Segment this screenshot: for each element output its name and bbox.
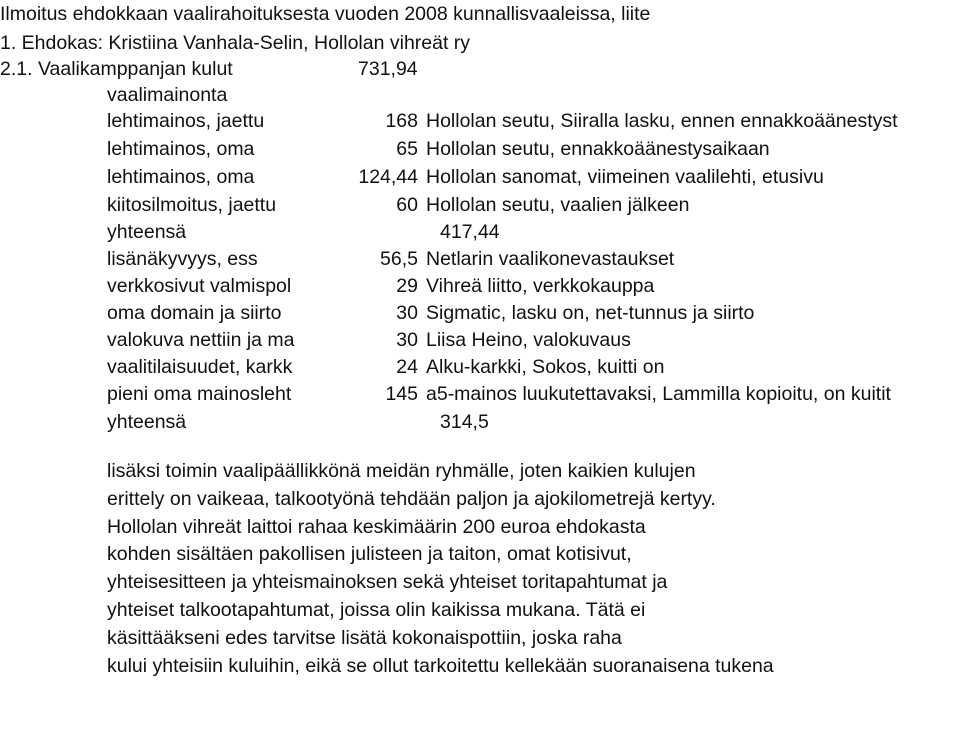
paragraph-line: kului yhteisiin kuluihin, eikä se ollut tarkoitettu kellekään suoranaisena tukena xyxy=(107,654,774,677)
paragraph-line: käsittääkseni edes tarvitse lisätä kokonaispottiin, joska raha xyxy=(107,626,622,649)
paragraph-line: kohden sisältäen pakollisen julisteen ja taiton, omat kotisivut, xyxy=(107,543,632,566)
candidate-line: 1. Ehdokas: Kristiina Vanhala-Selin, Hollolan vihreät ry xyxy=(0,32,471,54)
subtotal-amount: 417,44 xyxy=(440,221,500,243)
row-label: verkkosivut valmispol xyxy=(107,275,292,297)
subtotal-amount: 314,5 xyxy=(440,411,489,433)
row-label: oma domain ja siirto xyxy=(107,302,282,324)
row-label: lehtimainos, jaettu xyxy=(107,110,265,132)
row-description: a5-mainos luukutettavaksi, Lammilla kopioitu, on kuitit xyxy=(426,383,891,405)
paragraph-line: yhteiset talkootapahtumat, joissa olin kaikissa mukana. Tätä ei xyxy=(107,598,646,621)
cost-row xyxy=(0,137,960,164)
cost-row xyxy=(0,382,960,409)
document-title: Ilmoitus ehdokkaan vaalirahoituksesta vuoden 2008 kunnallisvaaleissa, liite xyxy=(0,3,651,25)
paragraph-line: Hollolan vihreät laittoi rahaa keskimäärin 200 euroa ehdokasta xyxy=(107,515,646,538)
cost-row xyxy=(0,247,960,274)
cost-row xyxy=(0,328,960,355)
row-description: Alku-karkki, Sokos, kuitti on xyxy=(426,356,665,378)
subtotal-row xyxy=(0,410,960,437)
row-amount: 24 xyxy=(396,356,418,378)
row-label: vaalimainonta xyxy=(107,84,228,106)
cost-row xyxy=(0,301,960,328)
row-amount: 145 xyxy=(385,383,418,405)
row-amount: 30 xyxy=(396,329,418,351)
row-label: vaalitilaisuudet, karkk xyxy=(107,356,293,378)
costs-total: 731,94 xyxy=(358,58,418,80)
row-label: yhteensä xyxy=(107,221,187,243)
paragraph-line: lisäksi toimin vaalipäällikkönä meidän ryhmälle, joten kaikien kulujen xyxy=(107,460,696,482)
row-amount: 56,5 xyxy=(380,248,418,270)
row-description: Hollolan seutu, vaalien jälkeen xyxy=(426,194,690,216)
row-amount: 60 xyxy=(396,194,418,216)
row-label: pieni oma mainosleht xyxy=(107,383,292,405)
row-description: Sigmatic, lasku on, net-tunnus ja siirto xyxy=(426,302,755,324)
row-label: lehtimainos, oma xyxy=(107,138,255,160)
costs-heading: 2.1. Vaalikamppanjan kulut xyxy=(0,58,233,80)
row-amount: 29 xyxy=(396,275,418,297)
row-description: Hollolan seutu, Siiralla lasku, ennen ennakkoäänestyst xyxy=(426,110,898,132)
cost-row xyxy=(0,165,960,192)
row-amount: 65 xyxy=(396,138,418,160)
cost-row xyxy=(0,274,960,301)
paragraph-line: yhteisesitteen ja yhteismainoksen sekä yhteiset toritapahtumat ja xyxy=(107,571,668,594)
subtotal-row xyxy=(0,220,960,247)
cost-row xyxy=(0,109,960,136)
explanation-paragraph xyxy=(107,458,907,680)
row-description: Liisa Heino, valokuvaus xyxy=(426,329,631,351)
row-label: lisänäkyvyys, ess xyxy=(107,248,258,270)
cost-row xyxy=(0,193,960,220)
row-description: Vihreä liitto, verkkokauppa xyxy=(426,275,655,297)
row-amount: 124,44 xyxy=(358,166,418,188)
paragraph-line: erittely on vaikeaa, talkootyönä tehdään paljon ja ajokilometrejä kertyy. xyxy=(107,487,716,510)
row-label: lehtimainos, oma xyxy=(107,166,255,188)
row-description: Hollolan seutu, ennakkoäänestysaikaan xyxy=(426,138,770,160)
row-label: valokuva nettiin ja mа xyxy=(107,329,295,351)
row-description: Hollolan sanomat, viimeinen vaalilehti, etusivu xyxy=(426,166,824,188)
cost-row xyxy=(0,83,960,110)
row-label: kiitosilmoitus, jaettu xyxy=(107,194,277,216)
cost-row xyxy=(0,355,960,382)
row-amount: 30 xyxy=(396,302,418,324)
row-label: yhteensä xyxy=(107,411,187,433)
row-description: Netlarin vaalikonevastaukset xyxy=(426,248,675,270)
costs-heading-line xyxy=(0,57,418,81)
row-amount: 168 xyxy=(385,110,418,132)
